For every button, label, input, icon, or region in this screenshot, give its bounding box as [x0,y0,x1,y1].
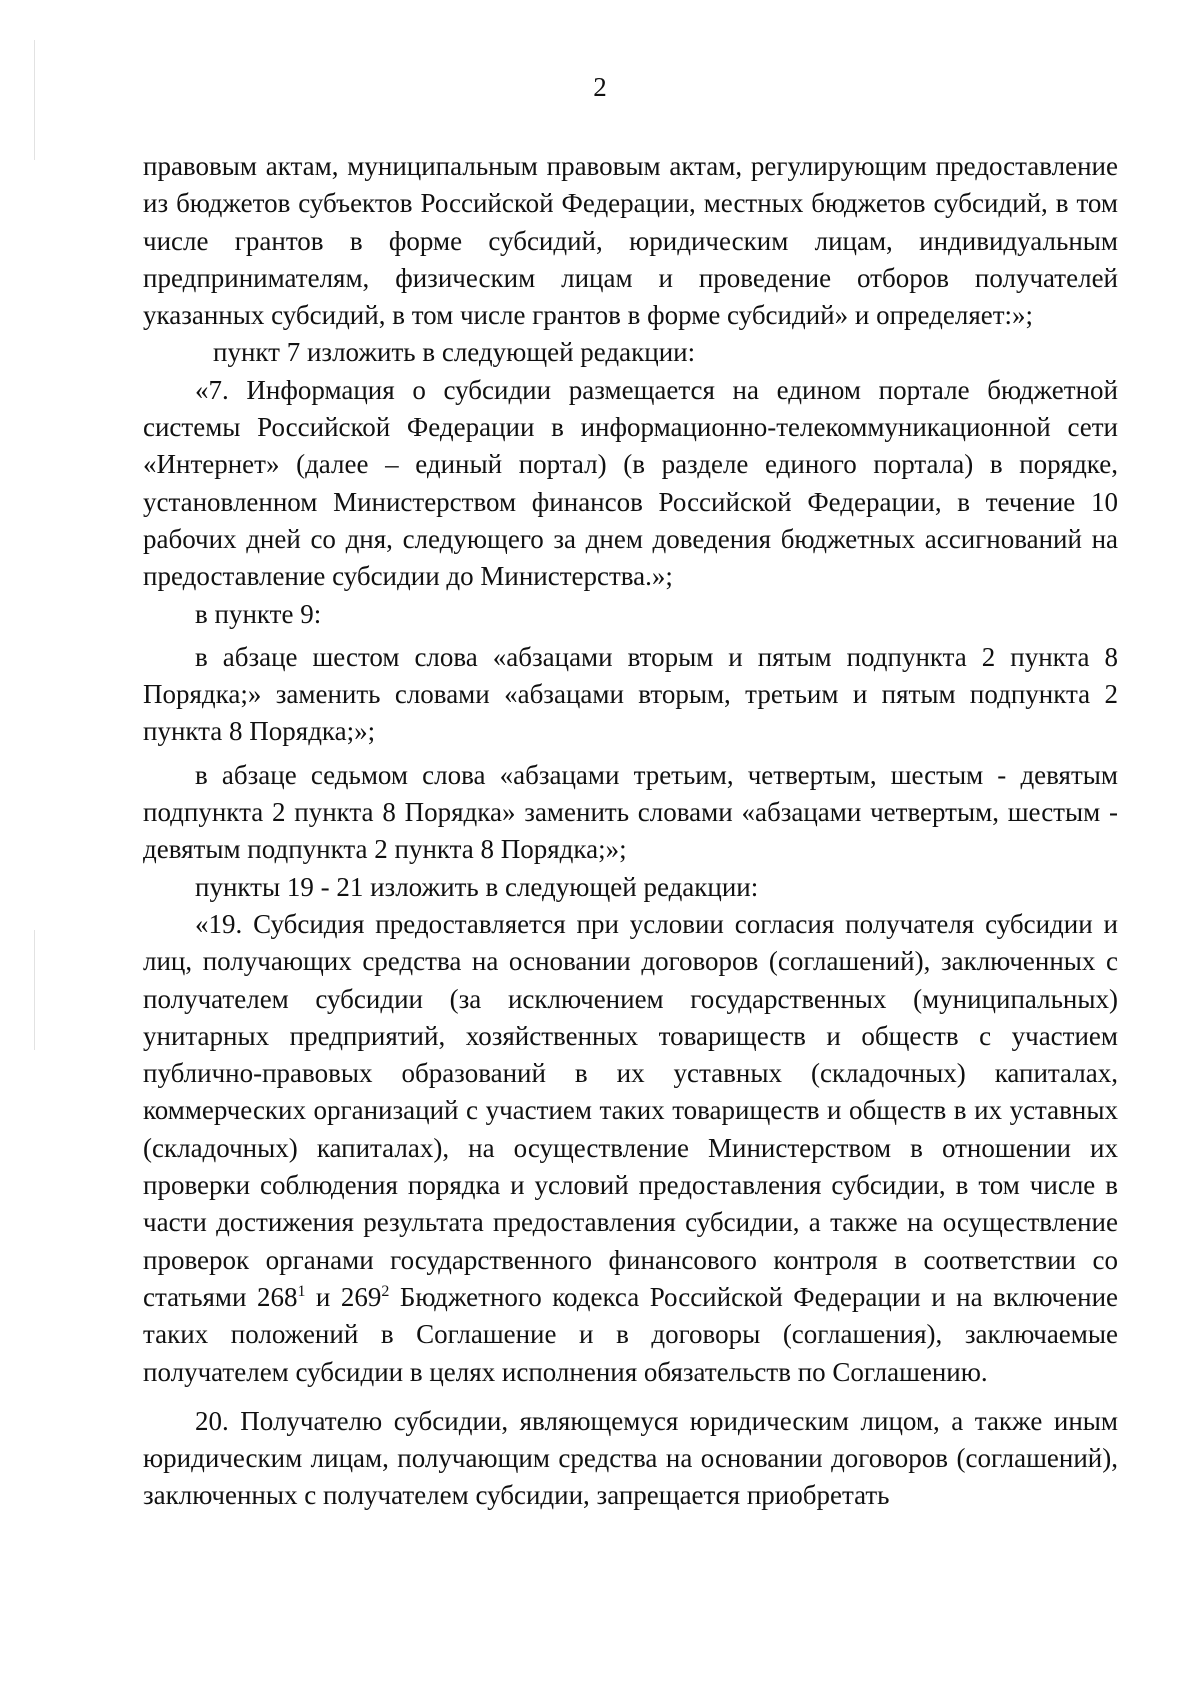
paragraph-item-7: «7. Информация о субсидии размещается на едином портале бюджетной системы Российской Федерации в информационно-телекоммуникационной сети «Интернет» (далее – единый портал) (в разделе единого портала) в порядке, установленном Министерством финансов Российской Федерации, в течение 10 рабочих дней со дня, следующего за днем доведения бюджетных ассигнований на предоставление субсидии до Министерства.»; [143,374,1118,592]
page-number: 2 [593,72,607,102]
paragraph-item-9-seventh: в абзаце седьмом слова «абзацами третьим, четвертым, шестым - девятым подпункта 2 пункта 8 Порядка» заменить словами «абзацами четвертым, шестым - девятым подпункта 2 пункта 8 Порядка;»; [143,759,1118,865]
conjunction: и [305,1281,341,1312]
document-body [143,148,1118,1515]
article-ref-268: 268 [256,1281,298,1312]
article-ref-269-sup: 2 [381,1282,390,1300]
paragraph-continuation: правовым актам, муниципальным правовым актам, регулирующим предоставление из бюджетов субъектов Российской Федерации, местных бюджетов субсидий, в том числе грантов в форме субсидий, юридическим лицам, индивидуальным предпринимателям, физическим лицам и проведение отборов получателей указанных субсидий, в том числе грантов в форме субсидий» и определяет:»; [143,151,1118,331]
paragraph-item-7-intro: пункт 7 изложить в следующей редакции: [213,337,696,368]
paragraph-items-19-21-intro: пункты 19 - 21 изложить в следующей редакции: [195,871,759,902]
article-ref-269: 269 [340,1281,382,1312]
paragraph-item-20: 20. Получателю субсидии, являющемуся юридическим лицом, а также иным юридическим лицам, получающим средства на основании договоров (соглашений), заключенных с получателем субсидии, запрещается приобретать [143,1405,1118,1511]
paragraph-item-19 [143,906,1118,1391]
item-19-text-part1: «19. Субсидия предоставляется при условии согласия получателя субсидии и лиц, получающих средства на основании договоров (соглашений), заключенных с получателем субсидии (за исключением государственных (муниципальных) унитарных предприятий, хозяйственных товариществ и обществ с участием публично-правовых образований в их уставных (складочных) капиталах, коммерческих организаций с участием таких товариществ и обществ в их уставных (складочных) капиталах), на осуществление Министерством в отношении их проверки соблюдения порядка и условий предоставления субсидии, в том числе в части достижения результата предоставления субсидии, а также на осуществление проверок органами государственного финансового контроля в соответствии со статьями [143,908,1118,1312]
paragraph-item-9-sixth: в абзаце шестом слова «абзацами вторым и пятым подпункта 2 пункта 8 Порядка;» заменить словами «абзацами вторым, третьим и пятым подпункта 2 пункта 8 Порядка;»; [143,641,1118,747]
item-19-text-part2: Бюджетного кодекса Российской Федерации и на включение таких положений в Соглашение и в договоры (соглашения), заключаемые получателем субсидии в целях исполнения обязательств по Соглашению. [143,1281,1118,1387]
paragraph-item-9-intro: в пункте 9: [195,598,322,629]
scan-artifact [34,930,35,1050]
article-ref-268-sup: 1 [297,1282,306,1300]
